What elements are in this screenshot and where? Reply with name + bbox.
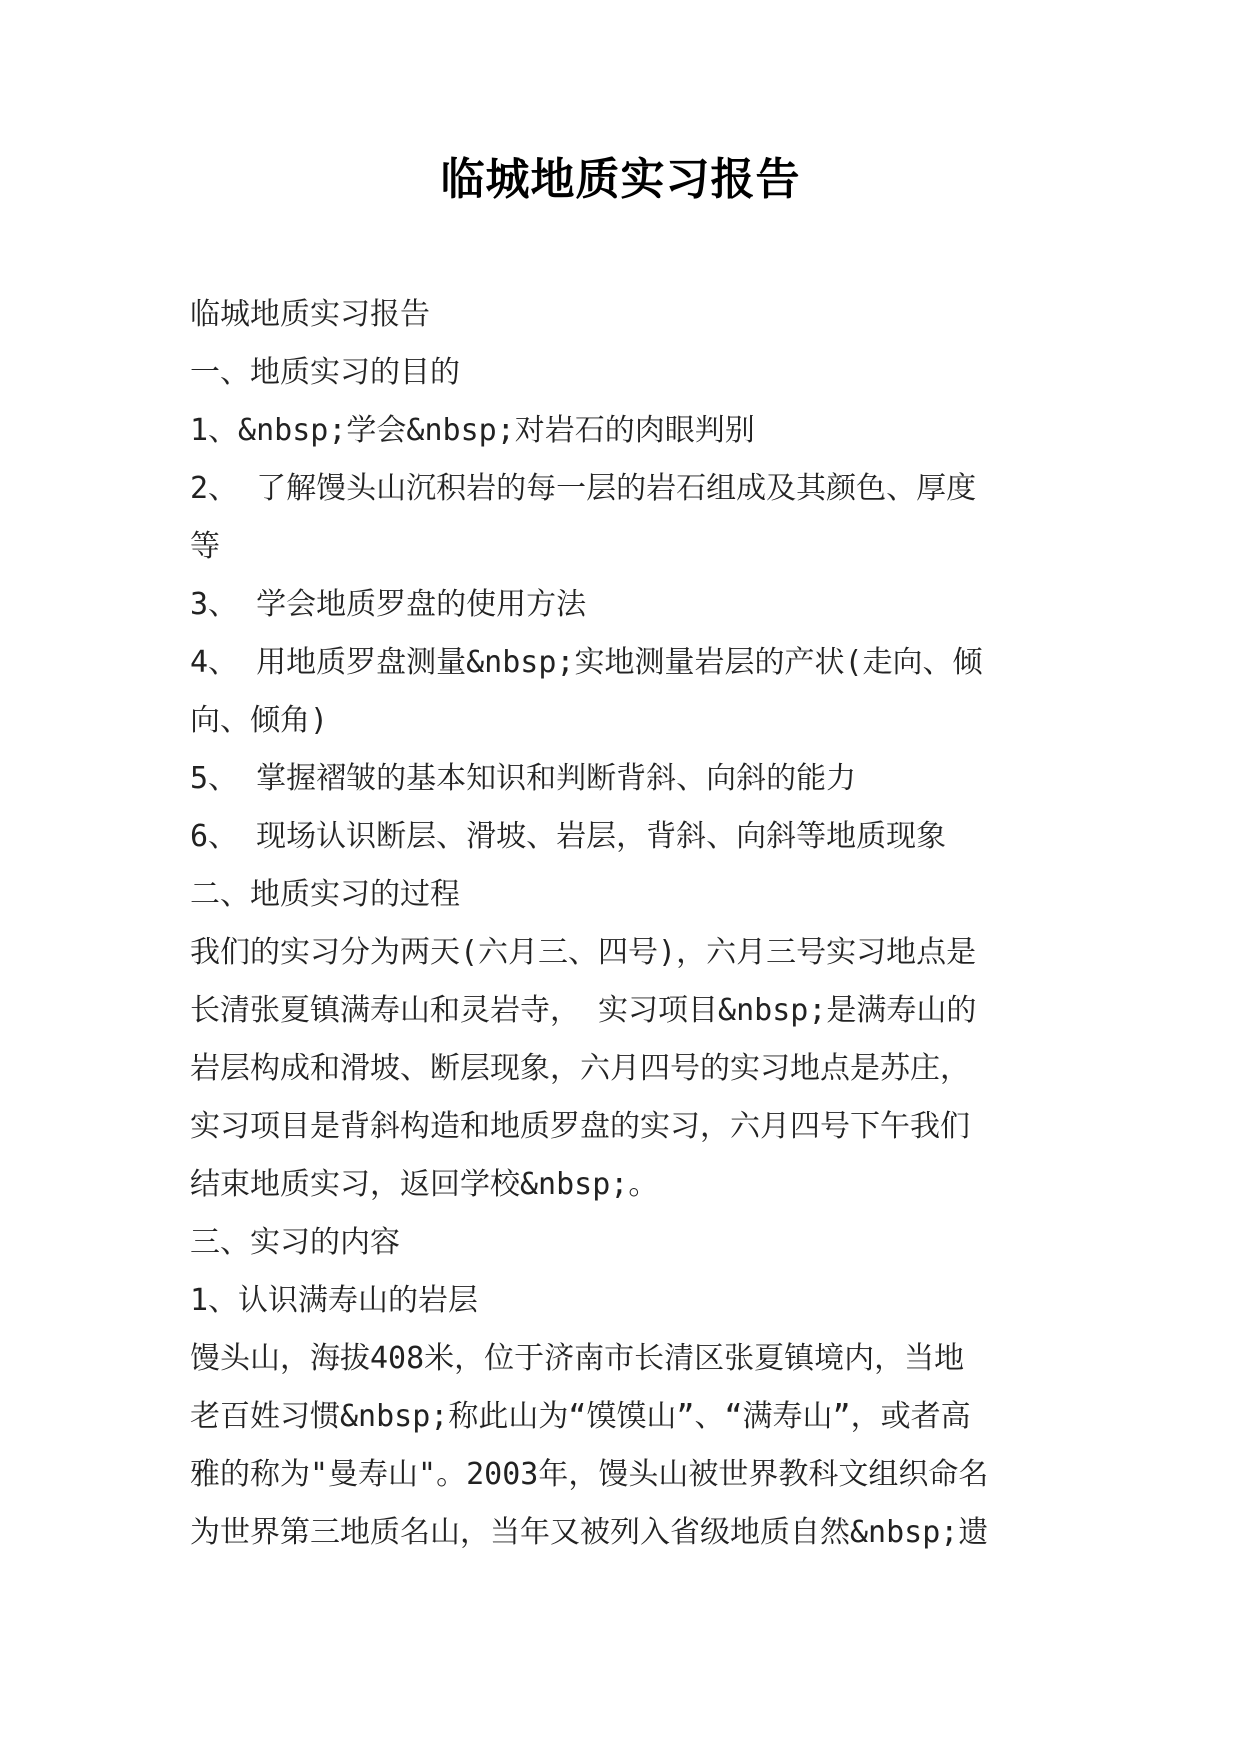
- body-line: 实习项目是背斜构造和地质罗盘的实习，六月四号下午我们: [190, 1109, 970, 1144]
- body-line: 1、&nbsp;学会&nbsp;对岩石的肉眼判别: [190, 413, 755, 448]
- document-title: 临城地质实习报告: [440, 154, 801, 205]
- body-line: 一、地质实习的目的: [190, 355, 460, 390]
- body-line: 我们的实习分为两天(六月三、四号)，六月三号实习地点是: [190, 935, 977, 970]
- body-line: 2、 了解馒头山沉积岩的每一层的岩石组成及其颜色、厚度: [190, 471, 977, 506]
- document-body: [190, 286, 1060, 1562]
- body-line: 老百姓习惯&nbsp;称此山为“馍馍山”、“满寿山”，或者高: [190, 1399, 971, 1434]
- body-line: 4、 用地质罗盘测量&nbsp;实地测量岩层的产状(走向、倾: [190, 645, 983, 680]
- body-line: 岩层构成和滑坡、断层现象，六月四号的实习地点是苏庄，: [190, 1051, 970, 1086]
- body-line: 结束地质实习，返回学校&nbsp;。: [190, 1167, 659, 1202]
- body-line: 1、认识满寿山的岩层: [190, 1283, 479, 1318]
- body-line: 为世界第三地质名山，当年又被列入省级地质自然&nbsp;遗: [190, 1515, 989, 1550]
- body-line: 长清张夏镇满寿山和灵岩寺， 实习项目&nbsp;是满寿山的: [190, 993, 977, 1028]
- body-line: 5、 掌握褶皱的基本知识和判断背斜、向斜的能力: [190, 761, 857, 796]
- body-line: 临城地质实习报告: [190, 297, 430, 332]
- body-line: 三、实习的内容: [190, 1225, 400, 1260]
- body-line: 雅的称为"曼寿山"。2003年，馒头山被世界教科文组织命名: [190, 1457, 989, 1492]
- body-line: 等: [190, 529, 220, 564]
- body-line: 二、地质实习的过程: [190, 877, 460, 912]
- body-line: 3、 学会地质罗盘的使用方法: [190, 587, 587, 622]
- body-line: 6、 现场认识断层、滑坡、岩层，背斜、向斜等地质现象: [190, 819, 947, 854]
- body-line: 向、倾角): [190, 703, 329, 738]
- body-line: 馒头山，海拔408米，位于济南市长清区张夏镇境内，当地: [190, 1341, 965, 1376]
